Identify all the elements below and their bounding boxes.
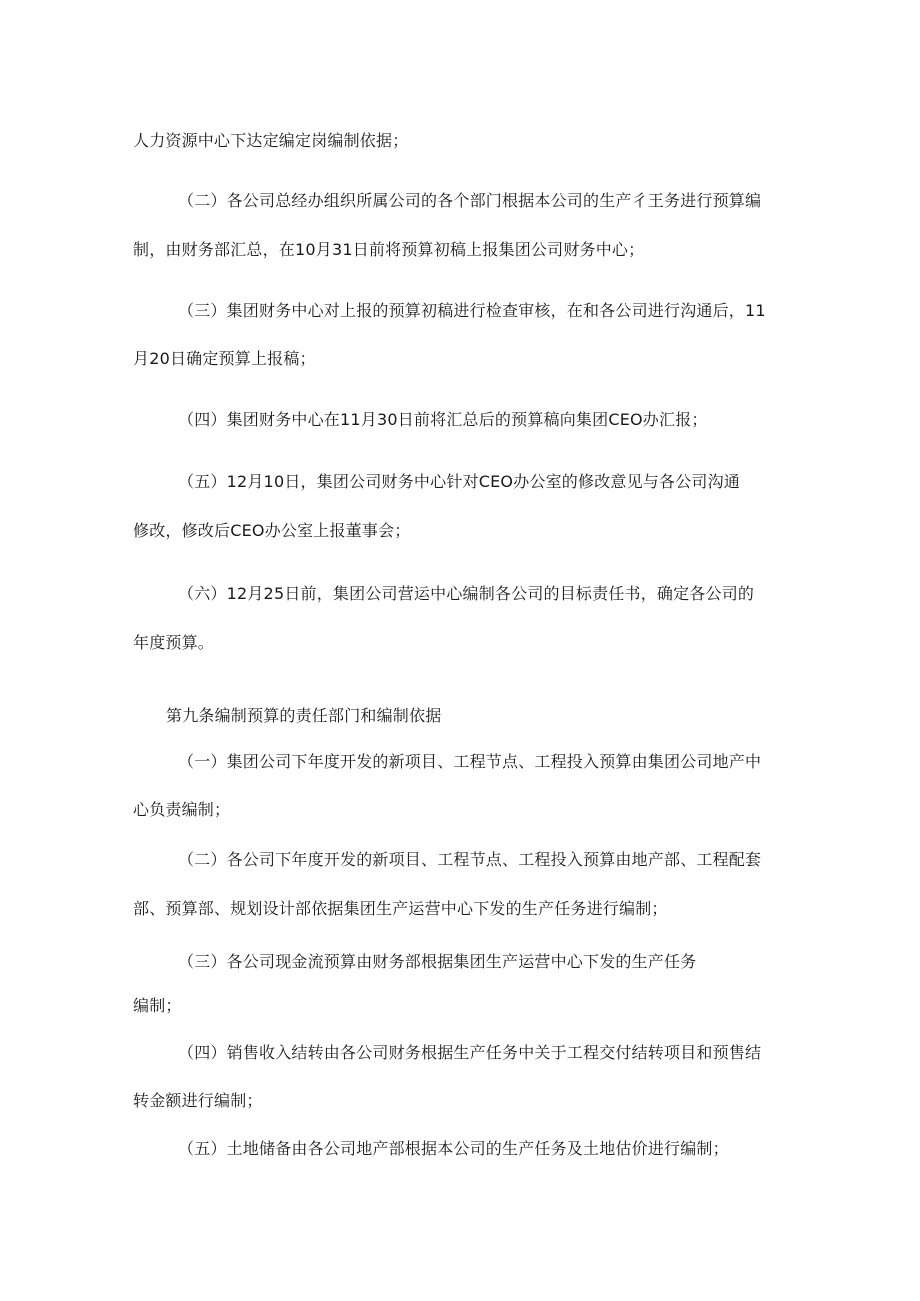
text-line: （四）销售收入结转由各公司财务根据生产任务中关于工程交付结转项目和预售结 — [178, 1043, 762, 1062]
text-line: （五）12月10日，集团公司财务中心针对CEO办公室的修改意见与各公司沟通 — [178, 472, 740, 491]
text-line: 部、预算部、规划设计部依据集团生产运营中心下发的生产任务进行编制； — [133, 899, 668, 918]
text-line: 年度预算。 — [133, 633, 215, 652]
text-line: （三）各公司现金流预算由财务部根据集团生产运营中心下发的生产任务 — [178, 952, 697, 971]
text-line: （三）集团财务中心对上报的预算初稿进行检查审核，在和各公司进行沟通后，11 — [178, 301, 766, 320]
text-line: （四）集团财务中心在11月30日前将汇总后的预算稿向集团CEO办汇报； — [178, 410, 708, 429]
text-line: （五）土地储备由各公司地产部根据本公司的生产任务及土地估价进行编制； — [178, 1139, 729, 1158]
text-line: （二）各公司下年度开发的新项目、工程节点、工程投入预算由地产部、工程配套 — [178, 850, 762, 869]
text-line: 修改，修改后CEO办公室上报董事会； — [133, 521, 411, 540]
text-line: （二）各公司总经办组织所属公司的各个部门根据本公司的生产彳王务进行预算编 — [178, 191, 762, 210]
text-line: 转金额进行编制； — [133, 1091, 263, 1110]
section-heading: 第九条编制预算的责任部门和编制依据 — [166, 706, 442, 725]
text-line: （六）12月25日前，集团公司营运中心编制各公司的目标责任书，确定各公司的 — [178, 584, 755, 603]
text-line: 制，由财务部汇总，在10月31日前将预算初稿上报集团公司财务中心； — [133, 240, 645, 259]
text-line: （一）集团公司下年度开发的新项目、工程节点、工程投入预算由集团公司地产中 — [178, 752, 762, 771]
text-line: 人力资源中心下达定编定岗编制依据； — [133, 131, 409, 150]
text-line: 月20日确定预算上报稿； — [133, 349, 316, 368]
text-line: 心负责编制； — [133, 800, 231, 819]
text-line: 编制； — [133, 996, 182, 1015]
